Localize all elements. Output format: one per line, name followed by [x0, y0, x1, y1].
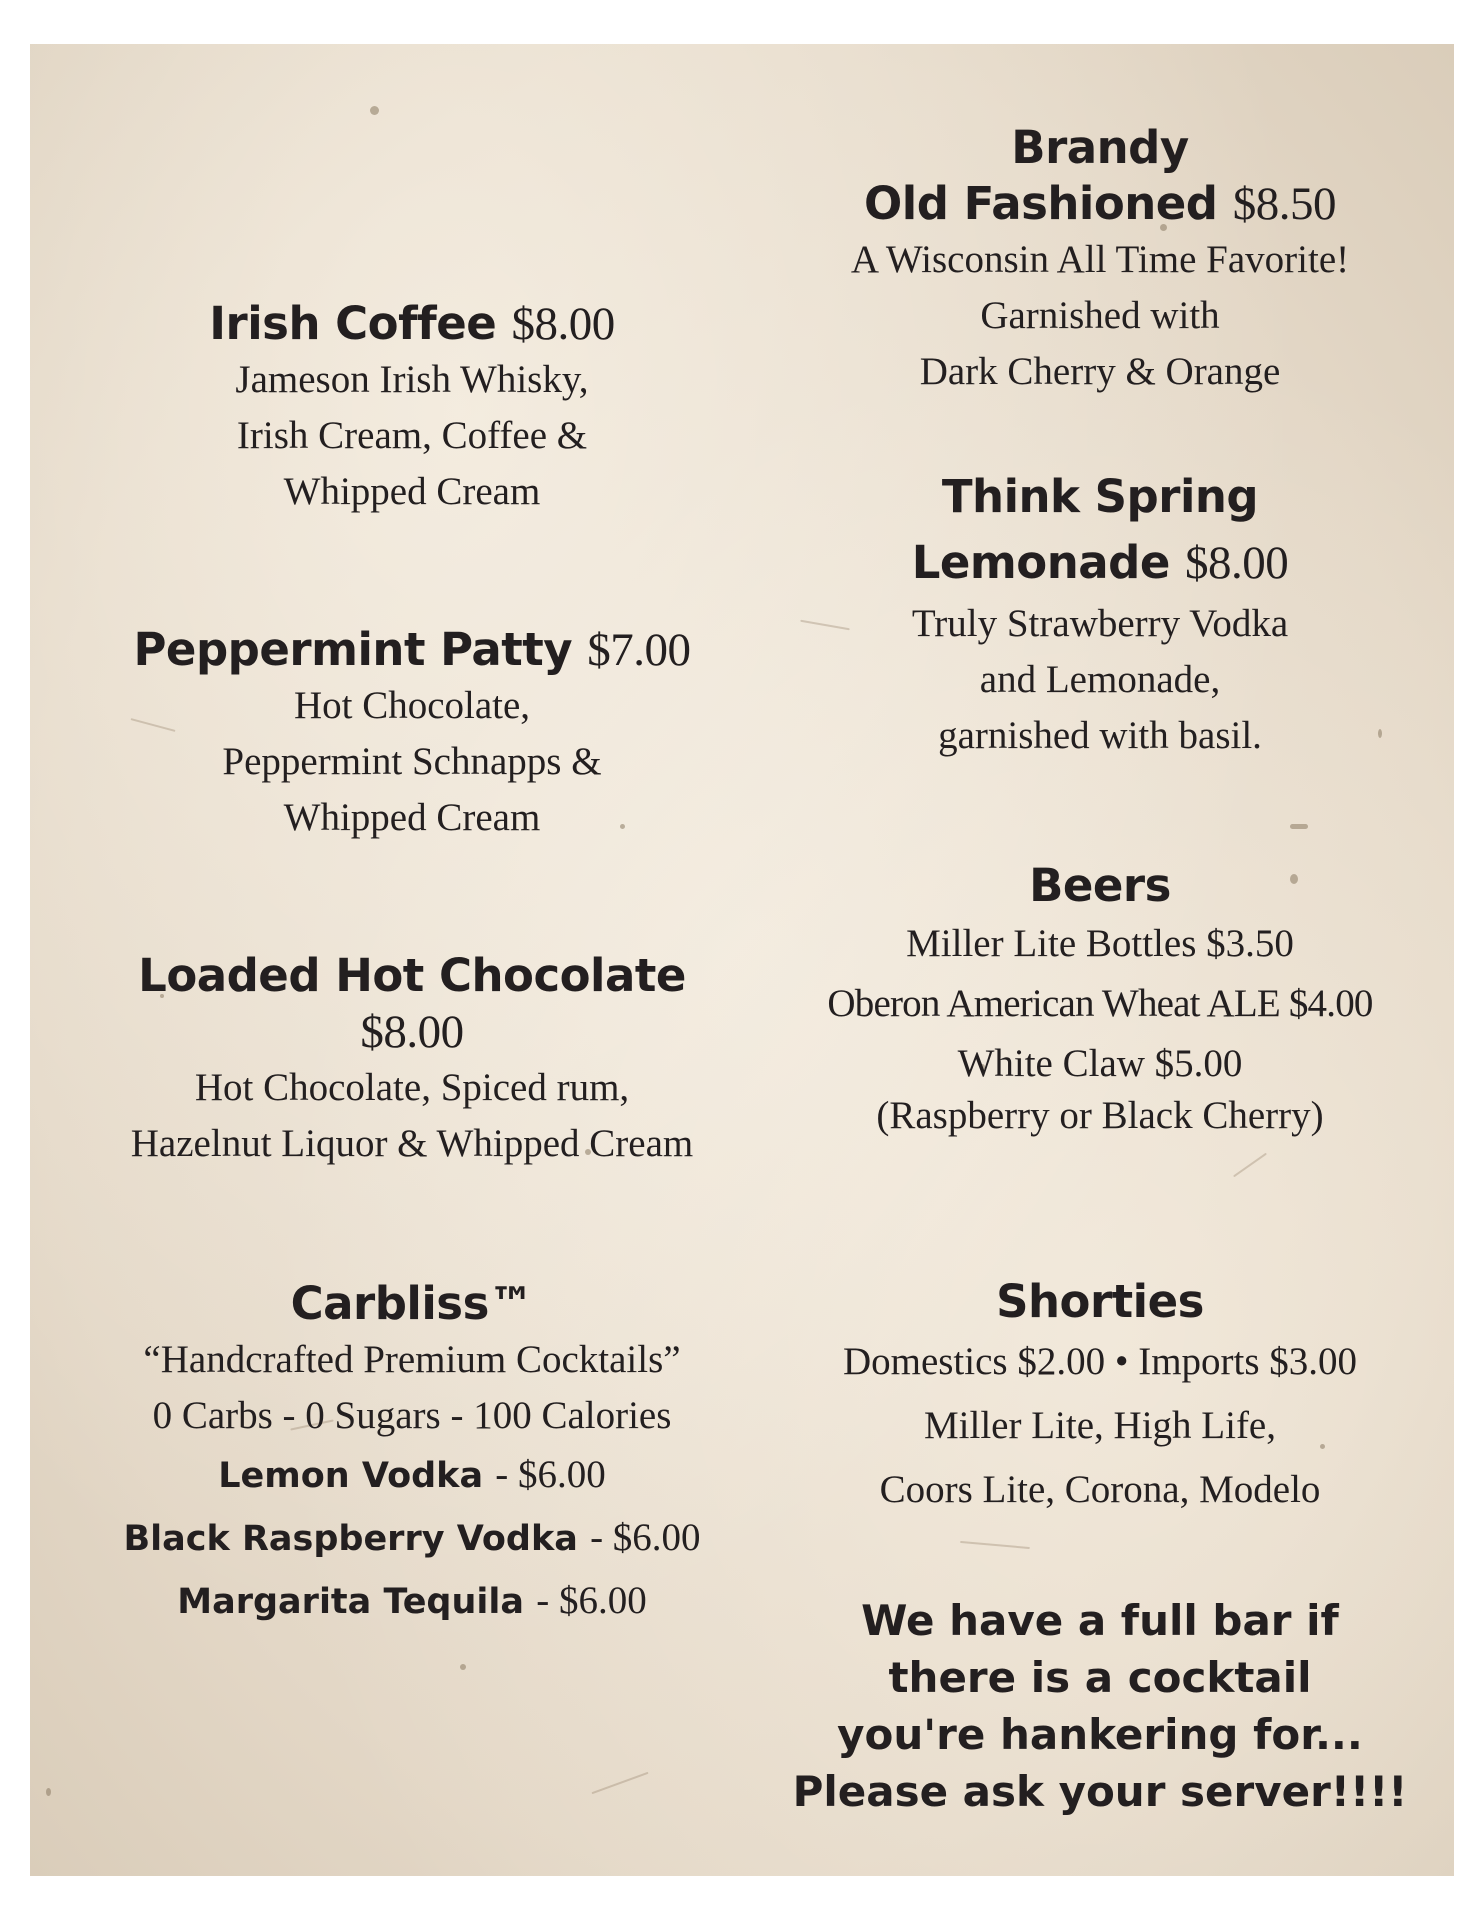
carbliss-item-price: - $6.00 [495, 1453, 606, 1496]
peppermint-patty-line: Peppermint Schnapps & [222, 740, 602, 783]
peppermint-patty-name: Peppermint Patty [133, 623, 573, 676]
brandy-old-fashioned-name: Old Fashioned [864, 177, 1218, 230]
shorties-title: Shorties [996, 1275, 1204, 1328]
loaded-hot-chocolate-line: Hot Chocolate, Spiced rum, [194, 1066, 630, 1109]
paper-fiber [1233, 1153, 1267, 1178]
carbliss-item [82, 1570, 742, 1633]
peppermint-patty-price: $7.00 [587, 624, 691, 676]
carbliss-nutrition: 0 Carbs - 0 Sugars - 100 Calories [152, 1394, 672, 1437]
beer-line: Oberon American Wheat ALE $4.00 [827, 982, 1373, 1025]
think-spring-name: Lemonade [911, 536, 1170, 589]
think-spring-lemonade-section [770, 464, 1430, 764]
menu-sheet [30, 44, 1454, 1876]
think-spring-line: Truly Strawberry Vodka [911, 602, 1289, 645]
carbliss-item [82, 1507, 742, 1570]
brandy-old-fashioned-section [770, 120, 1430, 400]
irish-coffee-line: Whipped Cream [283, 470, 541, 513]
think-spring-line: and Lemonade, [979, 658, 1221, 701]
shorties-line: Coors Lite, Corona, Modelo [879, 1468, 1321, 1511]
shorties-section [770, 1274, 1430, 1522]
think-spring-line: garnished with basil. [938, 714, 1262, 757]
beer-line: (Raspberry or Black Cherry) [876, 1094, 1324, 1137]
paper-fiber [591, 1772, 648, 1794]
carbliss-section [82, 1276, 742, 1633]
brandy-old-fashioned-line: Garnished with [980, 294, 1220, 337]
brandy-old-fashioned-heading-line1: Brandy [1011, 121, 1189, 174]
full-bar-note-line: you're hankering for... [837, 1710, 1363, 1759]
peppermint-patty-section [82, 622, 742, 846]
paper-fiber [960, 1541, 1030, 1549]
carbliss-item-price: - $6.00 [590, 1516, 701, 1559]
full-bar-note-line: there is a cocktail [888, 1653, 1312, 1702]
shorties-line: Domestics $2.00 • Imports $3.00 [842, 1340, 1358, 1383]
shorties-line: Miller Lite, High Life, [924, 1404, 1276, 1447]
think-spring-price: $8.00 [1185, 537, 1289, 589]
beers-section [770, 858, 1430, 1138]
brandy-old-fashioned-heading-line2 [770, 176, 1430, 232]
brandy-old-fashioned-line: Dark Cherry & Orange [919, 350, 1281, 393]
peppermint-patty-line: Whipped Cream [283, 796, 541, 839]
full-bar-note-line: Please ask your server!!!! [792, 1767, 1408, 1816]
loaded-hot-chocolate-price: $8.00 [360, 1006, 464, 1058]
paper-speck [1290, 824, 1308, 829]
think-spring-heading-line2 [770, 530, 1430, 596]
carbliss-item-name: Margarita Tequila [177, 1582, 525, 1622]
carbliss-tagline: “Handcrafted Premium Cocktails” [143, 1338, 681, 1381]
beer-line: Miller Lite Bottles $3.50 [906, 922, 1294, 965]
paper-speck [46, 1788, 51, 1796]
carbliss-item-price: - $6.00 [536, 1579, 647, 1622]
paper-speck [460, 1664, 466, 1670]
brandy-old-fashioned-line: A Wisconsin All Time Favorite! [850, 238, 1350, 281]
brandy-old-fashioned-price: $8.50 [1232, 178, 1336, 230]
irish-coffee-line: Jameson Irish Whisky, [235, 358, 589, 401]
beer-line: White Claw $5.00 [957, 1042, 1243, 1085]
beers-title: Beers [1029, 859, 1171, 912]
full-bar-note [770, 1592, 1430, 1820]
loaded-hot-chocolate-line: Hazelnut Liquor & Whipped Cream [130, 1122, 694, 1165]
irish-coffee-price: $8.00 [511, 298, 615, 350]
think-spring-heading-line1: Think Spring [941, 470, 1259, 523]
irish-coffee-line: Irish Cream, Coffee & [236, 414, 588, 457]
irish-coffee-name: Irish Coffee [209, 297, 497, 350]
loaded-hot-chocolate-heading [82, 948, 742, 1060]
paper-speck [370, 106, 379, 115]
peppermint-patty-line: Hot Chocolate, [293, 684, 531, 727]
peppermint-patty-heading [82, 622, 742, 678]
loaded-hot-chocolate-section [82, 948, 742, 1172]
irish-coffee-section [82, 296, 742, 520]
full-bar-note-line: We have a full bar if [861, 1596, 1339, 1645]
carbliss-item-name: Black Raspberry Vodka [123, 1519, 578, 1559]
loaded-hot-chocolate-name: Loaded Hot Chocolate [138, 949, 686, 1002]
irish-coffee-heading [82, 296, 742, 352]
carbliss-item [82, 1444, 742, 1507]
carbliss-item-name: Lemon Vodka [218, 1456, 484, 1496]
carbliss-title: Carbliss™ [290, 1277, 534, 1330]
